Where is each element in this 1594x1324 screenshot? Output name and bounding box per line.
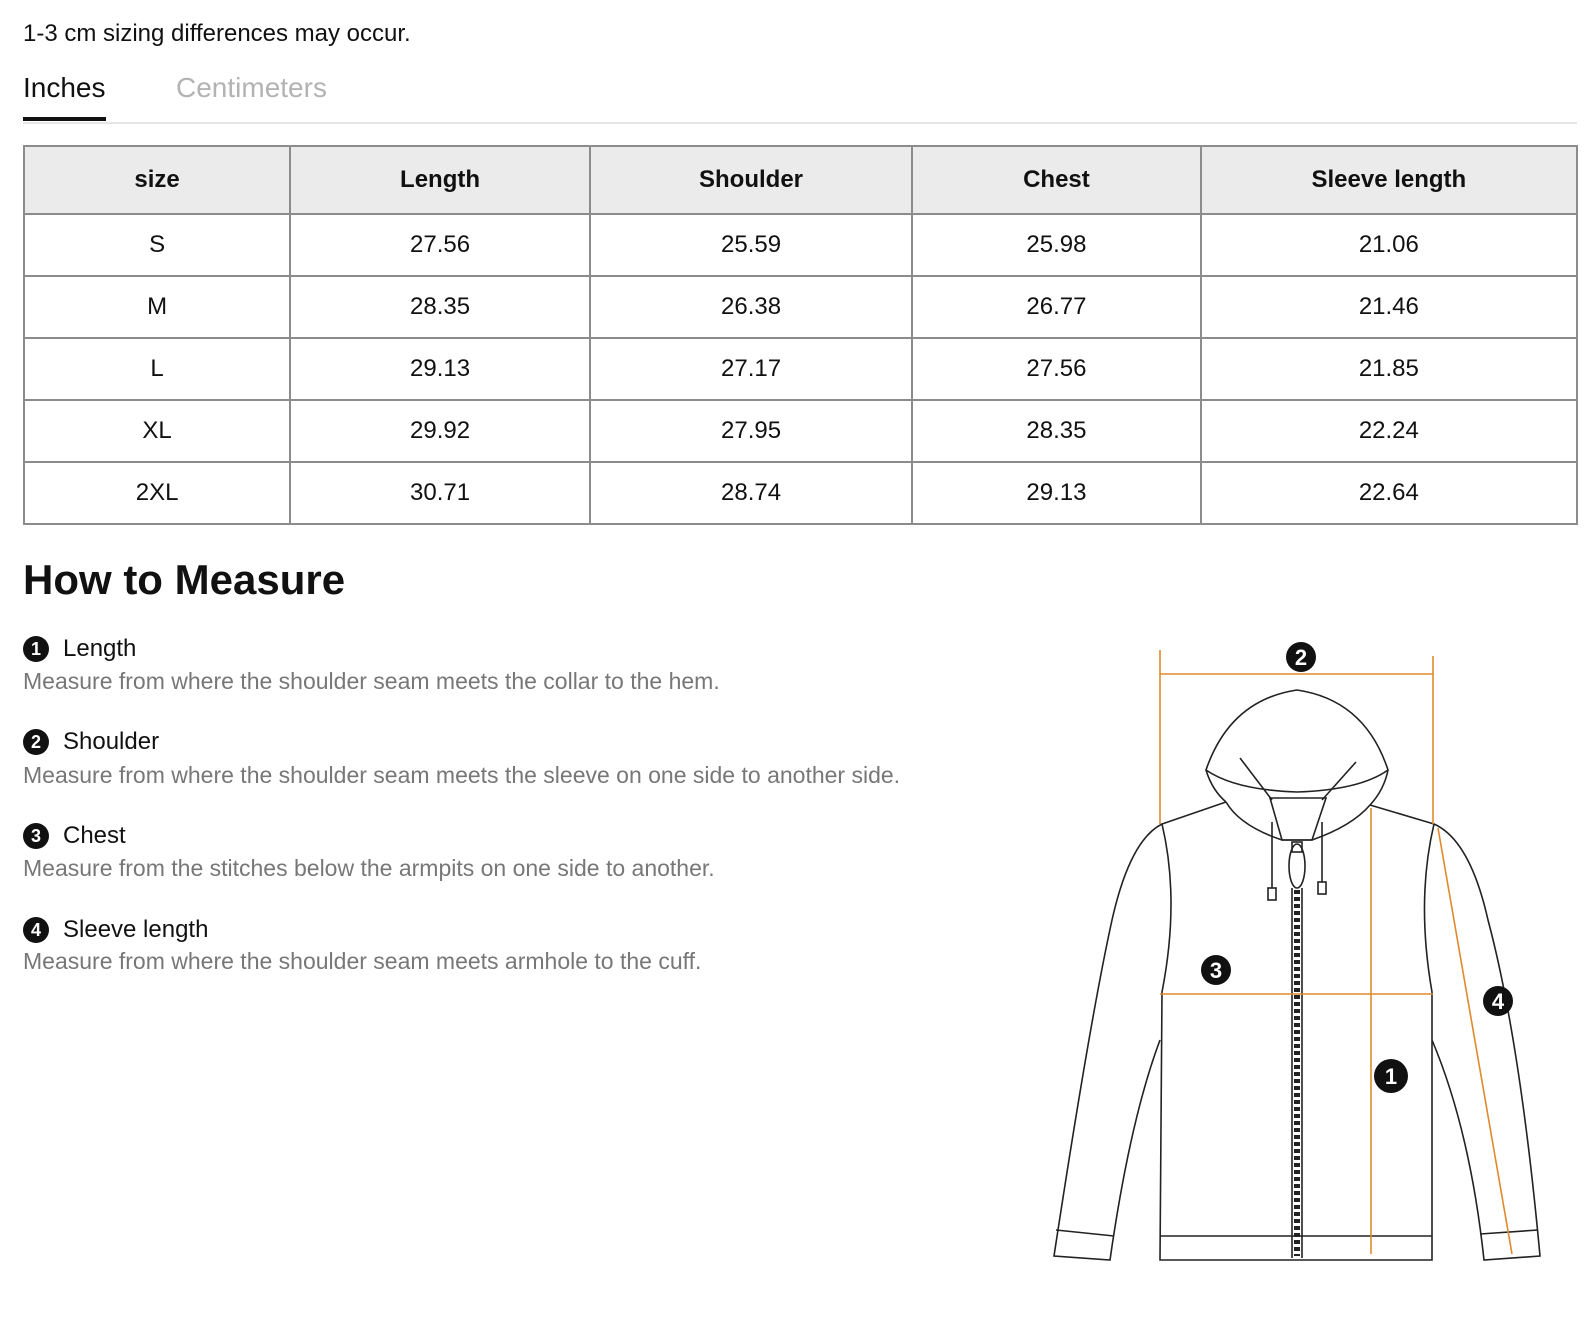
table-cell: 21.46 (1201, 276, 1577, 338)
number-1-icon: 1 (23, 636, 49, 662)
measure-item-title: Length (63, 635, 137, 662)
table-cell: XL (24, 400, 290, 462)
header-size: size (24, 146, 290, 214)
marker-1-icon (1374, 1059, 1408, 1093)
table-cell: 29.13 (290, 338, 590, 400)
unit-tabs (23, 70, 1577, 124)
table-cell: 2XL (24, 462, 290, 524)
table-cell: 25.59 (590, 214, 912, 276)
table-cell: 22.64 (1201, 462, 1577, 524)
number-2-icon: 2 (23, 729, 49, 755)
table-cell: L (24, 338, 290, 400)
how-to-measure-title: How to Measure (23, 556, 346, 603)
table-cell: 26.38 (590, 276, 912, 338)
number-4-icon: 4 (23, 917, 49, 943)
marker-3-icon (1201, 955, 1231, 985)
marker-3-label: 3 (1209, 958, 1223, 983)
measure-item-shoulder (23, 727, 159, 757)
marker-4-label: 4 (1491, 989, 1505, 1014)
marker-1-label: 1 (1384, 1064, 1398, 1089)
table-row (24, 338, 1577, 400)
number-3-icon: 3 (23, 823, 49, 849)
table-cell: 27.56 (912, 338, 1201, 400)
measure-item-desc: Measure from where the shoulder seam meets the sleeve on one side to another side. (23, 762, 901, 788)
measure-item-desc: Measure from where the shoulder seam meets the collar to the hem. (23, 668, 720, 694)
table-row (24, 400, 1577, 462)
header-length: Length (290, 146, 590, 214)
table-cell: 28.35 (912, 400, 1201, 462)
measure-item-title: Sleeve length (63, 916, 209, 943)
table-cell: 25.98 (912, 214, 1201, 276)
measure-item-chest (23, 821, 126, 851)
tab-centimeters[interactable]: Centimeters (176, 72, 327, 103)
table-cell: 26.77 (912, 276, 1201, 338)
measurement-lines (1160, 650, 1512, 1254)
marker-2-label: 2 (1294, 645, 1308, 670)
table-cell: 30.71 (290, 462, 590, 524)
header-sleeve-length: Sleeve length (1201, 146, 1577, 214)
tab-inches[interactable]: Inches (23, 70, 106, 106)
table-cell: 27.17 (590, 338, 912, 400)
table-cell: 27.56 (290, 214, 590, 276)
table-row (24, 214, 1577, 276)
table-cell: 21.85 (1201, 338, 1577, 400)
table-cell: 29.92 (290, 400, 590, 462)
sizing-note: 1-3 cm sizing differences may occur. (23, 20, 411, 47)
measure-item-desc: Measure from the stitches below the armpits on one side to another. (23, 855, 715, 881)
marker-4-icon (1483, 986, 1513, 1016)
table-cell: M (24, 276, 290, 338)
table-row (24, 462, 1577, 524)
measure-item-desc: Measure from where the shoulder seam meets armhole to the cuff. (23, 948, 702, 974)
table-header-row (24, 146, 1577, 214)
table-cell: 22.24 (1201, 400, 1577, 462)
table-cell: 27.95 (590, 400, 912, 462)
measure-item-title: Chest (63, 822, 126, 849)
table-cell: 28.35 (290, 276, 590, 338)
table-cell: 28.74 (590, 462, 912, 524)
size-table (23, 145, 1578, 525)
table-cell: 29.13 (912, 462, 1201, 524)
table-row (24, 276, 1577, 338)
header-chest: Chest (912, 146, 1201, 214)
header-shoulder: Shoulder (590, 146, 912, 214)
measure-item-title: Shoulder (63, 728, 160, 755)
table-cell: 21.06 (1201, 214, 1577, 276)
table-cell: S (24, 214, 290, 276)
measure-item-sleeve-length (23, 915, 208, 945)
marker-2-icon (1286, 642, 1316, 672)
measure-item-length (23, 634, 136, 664)
hoodie-measurement-diagram (1040, 630, 1560, 1290)
